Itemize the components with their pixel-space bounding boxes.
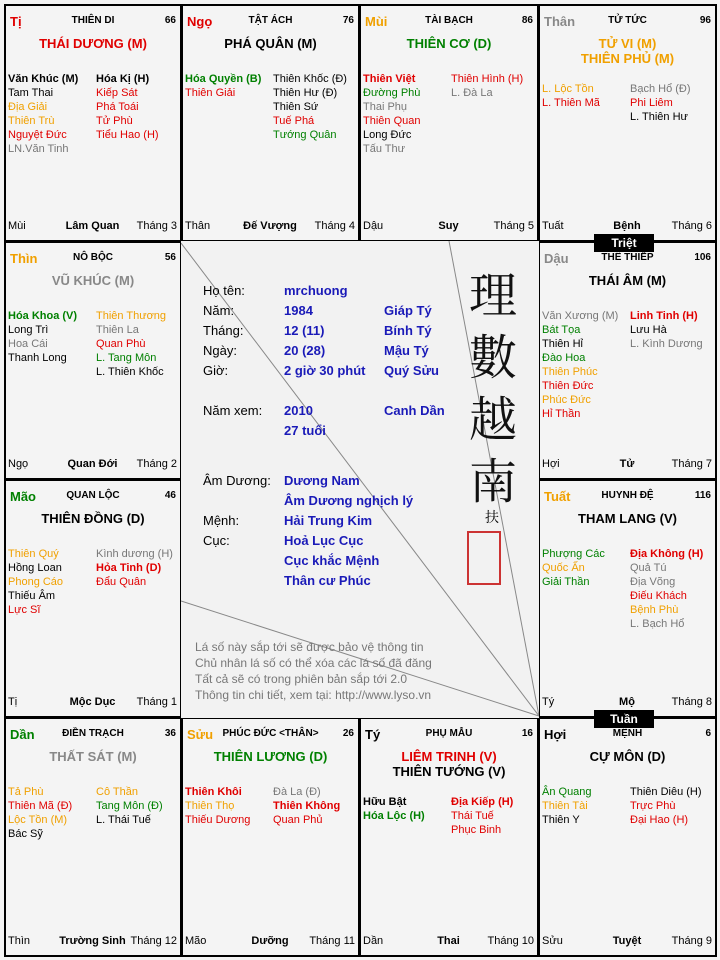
label-thang: Tháng:: [203, 323, 244, 338]
minor-star: Phá Toái: [96, 101, 139, 113]
palace-name: QUAN LỘC: [66, 490, 120, 501]
minor-star: Thiên Diêu (H): [630, 786, 702, 798]
minor-star: Thiên Sứ: [273, 101, 319, 113]
minor-star: L. Thiên Hư: [630, 111, 688, 123]
value-thang-can: Bính Tý: [384, 323, 432, 338]
minor-star: Thiên Hình (H): [451, 73, 524, 85]
footer-month: Tháng 3: [136, 220, 177, 232]
minor-stars-left: [8, 785, 96, 841]
value-cuc-3: Thân cư Phúc: [284, 573, 371, 588]
minor-star: Tả Phù: [8, 786, 44, 798]
palace-header: [365, 727, 533, 743]
footer-cycle: Tử: [619, 458, 635, 470]
minor-star: Thiên Quý: [8, 548, 59, 560]
palace-name: NÔ BỘC: [73, 252, 113, 263]
minor-star: Địa Giải: [8, 101, 48, 113]
calligraphy-char-4: 南: [468, 454, 517, 510]
palace-age: 36: [164, 728, 176, 739]
palace-branch: Mùi: [365, 14, 388, 29]
minor-star: L. Thái Tuế: [96, 814, 151, 826]
palace-age: 76: [342, 15, 354, 26]
footer-cycle: Tuyệt: [612, 935, 642, 947]
value-nam-xem-can: Canh Dần: [384, 403, 445, 418]
label-nam: Năm:: [203, 303, 235, 318]
footer-branch: Ngọ: [8, 458, 29, 470]
palace-name: TÀI BẠCH: [425, 15, 473, 26]
minor-stars-left: [542, 547, 630, 589]
palace-branch: Dần: [10, 727, 35, 742]
minor-star: Kiếp Sát: [96, 87, 138, 99]
minor-star: L. Tang Môn: [96, 352, 157, 364]
value-nam: 1984: [284, 303, 313, 318]
value-gio: 2 giờ 30 phút: [284, 363, 366, 378]
minor-star: Thiên Mã (Đ): [8, 800, 73, 812]
minor-star: Điếu Khách: [630, 590, 687, 602]
minor-star: Văn Khúc (M): [8, 73, 79, 85]
palace-name: PHỤ MẪU: [425, 728, 473, 739]
minor-star: Cô Thần: [96, 786, 138, 798]
minor-stars-right: [451, 795, 539, 837]
palace-branch: Mão: [10, 489, 36, 504]
minor-star: Hoa Cái: [8, 338, 48, 350]
minor-stars-left: [185, 72, 273, 100]
palace-branch: Dậu: [544, 251, 569, 266]
minor-stars-right: [630, 309, 717, 351]
footer-branch: Mão: [185, 935, 207, 947]
value-am-duong-2: Âm Dương nghịch lý: [284, 493, 414, 508]
major-stars: [183, 36, 358, 51]
major-stars: [6, 511, 180, 526]
footer-cycle: Mộ: [619, 696, 635, 708]
minor-star: Thai Phụ: [363, 101, 408, 113]
footer-cycle: Suy: [438, 220, 459, 232]
footer-cycle: Thai: [437, 935, 460, 947]
minor-star: Thiên Y: [542, 814, 580, 826]
minor-star: L. Thiên Mã: [542, 97, 600, 109]
palace-hoi: [538, 717, 717, 957]
minor-star: Phong Cáo: [8, 576, 64, 588]
footer-month: Tháng 11: [309, 935, 355, 947]
minor-stars-right: [96, 309, 182, 379]
minor-star: Thiên Việt: [363, 73, 416, 85]
value-cuc-2: Cục khắc Mệnh: [284, 553, 380, 568]
palace-name: TẬT ÁCH: [248, 15, 293, 26]
footer-cycle: Đế Vượng: [243, 220, 297, 232]
footer-cycle: Quan Đới: [67, 458, 118, 470]
footer-cycle: Lâm Quan: [65, 220, 120, 232]
value-ngay-can: Mậu Tý: [384, 343, 429, 358]
minor-star: Lưu Hà: [630, 324, 667, 336]
minor-star: Hỏa Tinh (D): [96, 562, 162, 574]
footer-cycle: Trường Sinh: [59, 935, 126, 947]
minor-stars-left: [542, 785, 630, 827]
footer-cycle: Bệnh: [613, 220, 641, 232]
minor-star: Linh Tinh (H): [630, 310, 698, 322]
major-star: THIÊN PHỦ (M): [580, 51, 675, 66]
value-gio-can: Quý Sửu: [384, 363, 439, 378]
minor-star: Thanh Long: [8, 352, 67, 364]
minor-stars-left: [542, 82, 630, 110]
major-star: THÁI DƯƠNG (M): [39, 36, 147, 51]
minor-stars-left: [542, 309, 630, 421]
palace-header: [544, 251, 711, 267]
palace-branch: Thìn: [10, 251, 38, 266]
minor-star: Thiên Hỉ: [542, 338, 583, 350]
palace-age: 106: [694, 252, 711, 263]
footer-month: Tháng 9: [671, 935, 712, 947]
palace-ti: [4, 4, 182, 242]
palace-age: 16: [521, 728, 533, 739]
palace-footer: [542, 696, 712, 710]
palace-header: [187, 14, 354, 30]
minor-star: L. Bạch Hổ: [630, 618, 685, 630]
minor-star: Phúc Đức: [542, 394, 591, 406]
footer-month: Tháng 12: [130, 935, 177, 947]
minor-star: Long Đức: [363, 129, 412, 141]
palace-age: 86: [521, 15, 533, 26]
minor-star: L. Kình Dương: [630, 338, 703, 350]
label-cuc: Cục:: [203, 533, 230, 548]
footer-branch: Thân: [185, 220, 211, 232]
palace-branch: Tý: [365, 727, 381, 742]
footer-branch: Thìn: [8, 935, 31, 947]
value-ngay: 20 (28): [284, 343, 326, 358]
minor-star: Quả Tú: [630, 562, 667, 574]
palace-name: TỬ TỨC: [608, 15, 647, 26]
minor-star: Tuế Phá: [273, 115, 315, 127]
value-tuoi: 27 tuổi: [284, 423, 326, 438]
palace-dan: [4, 717, 182, 957]
minor-star: Thiên Trù: [8, 115, 55, 127]
palace-branch: Tị: [10, 14, 22, 29]
footer-branch: Dậu: [363, 220, 384, 232]
minor-star: Thiên Quan: [363, 115, 421, 127]
palace-ngo: [181, 4, 360, 242]
major-stars: [540, 273, 715, 288]
footer-month: Tháng 5: [493, 220, 534, 232]
calligraphy-char-1: 理: [468, 268, 517, 324]
minor-star: L. Lộc Tồn: [542, 83, 594, 95]
palace-mui: [359, 4, 539, 242]
minor-star: Thiên Thọ: [185, 800, 235, 812]
minor-stars-left: [8, 72, 96, 156]
minor-star: Địa Võng: [630, 576, 676, 588]
palace-name: MỆNH: [612, 728, 643, 739]
major-star: LIÊM TRINH (V): [401, 749, 497, 764]
footer-month: Tháng 10: [487, 935, 534, 947]
major-stars: [540, 511, 715, 526]
palace-footer: [8, 220, 177, 234]
note-line-1: Lá số này sắp tới sẽ được bảo vệ thông tin: [195, 640, 424, 654]
value-nam-can: Giáp Tý: [384, 303, 432, 318]
palace-footer: [542, 458, 712, 472]
minor-star: L. Đà La: [451, 87, 493, 99]
label-gio: Giờ:: [203, 363, 229, 378]
minor-star: Bạch Hổ (Đ): [630, 83, 691, 95]
palace-footer: [185, 220, 355, 234]
major-star: THIÊN TƯỚNG (V): [392, 764, 506, 779]
palace-branch: Thân: [544, 14, 576, 29]
value-nam-xem: 2010: [284, 403, 313, 418]
value-am-duong: Dương Nam: [284, 473, 360, 488]
palace-header: [544, 14, 711, 30]
label-am-duong: Âm Dương:: [203, 473, 271, 488]
minor-star: Thiếu Âm: [8, 590, 56, 602]
minor-star: Hóa Khoa (V): [8, 310, 78, 322]
minor-stars-right: [273, 72, 360, 142]
minor-star: Lộc Tồn (M): [8, 814, 68, 826]
minor-stars-right: [96, 785, 182, 827]
minor-star: Hồng Loan: [8, 562, 62, 574]
minor-stars-right: [630, 82, 717, 124]
palace-age: 96: [699, 15, 711, 26]
minor-star: Quốc Ấn: [542, 562, 585, 574]
minor-star: Bác Sỹ: [8, 828, 43, 840]
major-stars: [6, 36, 180, 51]
note-line-2: Chủ nhân lá số có thể xóa các lá số đã đăng: [195, 656, 432, 670]
palace-header: [544, 727, 711, 743]
minor-stars-right: [96, 72, 182, 142]
major-stars: [540, 749, 715, 764]
minor-star: Thiên Phúc: [542, 366, 598, 378]
minor-star: Thiên Giải: [185, 87, 236, 99]
palace-age: 116: [694, 490, 711, 501]
palace-name: THÊ THIẾP: [601, 252, 654, 263]
minor-star: Đà La (Đ): [273, 786, 321, 798]
footer-month: Tháng 7: [671, 458, 712, 470]
footer-branch: Tuất: [542, 220, 564, 232]
major-stars: [6, 273, 180, 288]
minor-stars-left: [8, 309, 96, 365]
major-stars: [540, 36, 715, 66]
palace-header: [544, 489, 711, 505]
major-star: THÁI ÂM (M): [588, 273, 667, 288]
minor-star: Tấu Thư: [363, 143, 406, 155]
footer-branch: Tý: [542, 696, 555, 708]
minor-star: LN.Văn Tinh: [8, 143, 69, 155]
palace-dau: [538, 241, 717, 480]
minor-star: Đẩu Quân: [96, 576, 147, 588]
minor-star: L. Thiên Khốc: [96, 366, 164, 378]
footer-month: Tháng 6: [671, 220, 712, 232]
minor-star: Hữu Bật: [363, 796, 407, 808]
minor-star: Nguyệt Đức: [8, 129, 67, 141]
minor-star: Tướng Quân: [273, 129, 337, 141]
minor-star: Thiên Đức: [542, 380, 594, 392]
minor-star: Hóa Quyền (B): [185, 73, 262, 85]
minor-stars-right: [96, 547, 182, 589]
minor-star: Thiên Hư (Đ): [273, 87, 338, 99]
calligraphy-logo: [463, 265, 523, 513]
label-nam-xem: Năm xem:: [203, 403, 263, 418]
value-menh: Hải Trung Kim: [284, 513, 373, 528]
minor-star: Quan Phù: [96, 338, 146, 350]
minor-stars-right: [273, 785, 360, 827]
palace-footer: [185, 935, 355, 949]
palace-branch: Hợi: [544, 727, 567, 742]
minor-star: Đường Phù: [363, 87, 421, 99]
minor-star: Địa Không (H): [630, 548, 704, 560]
footer-branch: Sửu: [542, 935, 563, 947]
minor-star: Hỉ Thần: [542, 408, 581, 420]
palace-age: 6: [705, 728, 711, 739]
triet-tag: Triệt: [594, 234, 654, 252]
calligraphy-char-3: 越: [468, 392, 517, 448]
minor-star: Phượng Các: [542, 548, 605, 560]
minor-star: Hóa Lộc (H): [363, 810, 425, 822]
minor-star: Bát Tọa: [542, 324, 581, 336]
minor-stars-left: [185, 785, 273, 827]
palace-header: [365, 14, 533, 30]
minor-star: Đào Hoa: [542, 352, 586, 364]
label-ngay: Ngày:: [203, 343, 237, 358]
palace-header: [187, 727, 354, 743]
palace-footer: [542, 935, 712, 949]
value-thang: 12 (11): [284, 323, 325, 338]
minor-star: Quan Phủ: [273, 814, 323, 826]
major-star: THIÊN LƯƠNG (D): [213, 749, 328, 764]
minor-star: Lực Sĩ: [8, 604, 41, 616]
minor-star: Thiên Khôi: [185, 786, 242, 798]
palace-name: THIÊN DI: [71, 15, 115, 26]
footer-cycle: Dưỡng: [251, 935, 289, 947]
note-line-4: Thông tin chi tiết, xem tại: http://www.lyso.vn: [195, 688, 432, 702]
minor-star: Văn Xương (M): [542, 310, 619, 322]
minor-star: Tang Môn (Đ): [96, 800, 163, 812]
minor-star: Kình dương (H): [96, 548, 173, 560]
minor-star: Trực Phù: [630, 800, 676, 812]
palace-branch: Sửu: [187, 727, 214, 742]
minor-stars-right: [630, 785, 717, 827]
major-stars: [183, 749, 358, 764]
palace-header: [10, 489, 176, 505]
palace-age: 66: [164, 15, 176, 26]
minor-star: Thiên Không: [273, 800, 341, 812]
minor-star: Địa Kiếp (H): [451, 796, 514, 808]
minor-stars-right: [630, 547, 717, 631]
value-ho-ten: mrchuong: [284, 283, 348, 298]
minor-star: Long Trì: [8, 324, 49, 336]
palace-name: ĐIỀN TRẠCH: [62, 728, 124, 739]
palace-age: 56: [164, 252, 176, 263]
minor-star: Thiên Khốc (Đ): [273, 73, 347, 85]
palace-header: [10, 14, 176, 30]
palace-suu: [181, 717, 360, 957]
palace-tuat: [538, 479, 717, 718]
major-star: TỬ VI (M): [598, 36, 657, 51]
major-star: THẤT SÁT (M): [49, 749, 137, 764]
major-star: THIÊN ĐỒNG (D): [41, 511, 145, 526]
footer-cycle: Mộc Dục: [69, 696, 116, 708]
footer-month: Tháng 1: [136, 696, 177, 708]
value-cuc: Hoả Lục Cục: [284, 533, 364, 548]
minor-star: Hóa Kị (H): [96, 73, 150, 85]
palace-name: HUYNH ĐỆ: [601, 490, 654, 501]
footer-month: Tháng 4: [314, 220, 355, 232]
palace-mao: [4, 479, 182, 718]
minor-star: Thiếu Dương: [185, 814, 251, 826]
major-star: THAM LANG (V): [578, 511, 677, 526]
major-star: CỰ MÔN (D): [589, 749, 666, 764]
palace-footer: [8, 935, 177, 949]
footer-month: Tháng 8: [671, 696, 712, 708]
minor-star: Bệnh Phù: [630, 604, 679, 616]
footer-branch: Dần: [363, 935, 384, 947]
footer-branch: Mùi: [8, 220, 26, 232]
major-stars: [361, 749, 537, 779]
palace-header: [10, 727, 176, 743]
palace-thin: [4, 241, 182, 480]
footer-month: Tháng 2: [136, 458, 177, 470]
minor-star: Tiểu Hao (H): [96, 129, 159, 141]
label-ho-ten: Họ tên:: [203, 283, 245, 298]
label-menh: Mệnh:: [203, 513, 240, 528]
palace-footer: [8, 696, 177, 710]
major-star: PHÁ QUÂN (M): [224, 36, 317, 51]
palace-age: 46: [164, 490, 176, 501]
palace-than: [538, 4, 717, 242]
minor-star: Thiên La: [96, 324, 139, 336]
footer-branch: Tị: [8, 696, 18, 708]
minor-star: Tử Phù: [96, 115, 133, 127]
palace-branch: Tuất: [544, 489, 571, 504]
minor-stars-right: [451, 72, 539, 100]
major-star: VŨ KHÚC (M): [51, 273, 135, 288]
major-star: THIÊN CƠ (D): [406, 36, 492, 51]
minor-star: Giải Thần: [542, 576, 590, 588]
palace-footer: [542, 220, 712, 234]
calligraphy-char-2: 數: [468, 330, 517, 386]
minor-stars-left: [363, 72, 451, 156]
seal-stamp: [467, 531, 501, 585]
palace-ty: [359, 717, 539, 957]
minor-star: Thiên Thương: [96, 310, 167, 322]
palace-footer: [363, 935, 534, 949]
minor-star: Phi Liêm: [630, 97, 673, 109]
palace-footer: [8, 458, 177, 472]
minor-star: Đại Hao (H): [630, 814, 689, 826]
minor-star: Thiên Tài: [542, 800, 588, 812]
palace-name: PHÚC ĐỨC <THÂN>: [222, 728, 319, 739]
minor-star: Thái Tuế: [451, 810, 494, 822]
palace-header: [10, 251, 176, 267]
palace-footer: [363, 220, 534, 234]
note-line-3: Tất cả sẽ có trong phiên bản sắp tới 2.0: [195, 672, 407, 686]
palace-age: 26: [342, 728, 354, 739]
palace-branch: Ngọ: [187, 14, 213, 29]
minor-star: Ân Quang: [542, 786, 592, 798]
minor-star: Tam Thai: [8, 87, 54, 99]
minor-stars-left: [363, 795, 451, 823]
major-stars: [361, 36, 537, 51]
tuan-tag: Tuần: [594, 710, 654, 728]
calligraphy-small-char: 扶: [485, 510, 499, 526]
minor-stars-left: [8, 547, 96, 617]
chart-center-info: [181, 241, 539, 718]
minor-star: Phục Binh: [451, 824, 502, 836]
major-stars: [6, 749, 180, 764]
footer-branch: Hợi: [542, 458, 560, 470]
